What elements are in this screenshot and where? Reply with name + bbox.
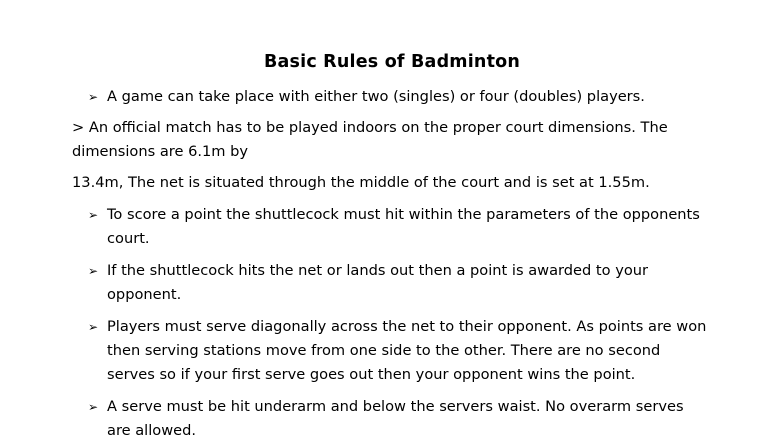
arrow-bullet-icon: ➢	[88, 208, 99, 222]
paragraph-line: dimensions are 6.1m by	[72, 143, 249, 160]
list-item-text: A serve must be hit underarm and below the servers waist. No overarm serves are allowed.	[107, 398, 684, 439]
list-item-text: To score a point the shuttlecock must hit within the parameters of the opponents court.	[107, 206, 700, 247]
list-item-text: If the shuttlecock hits the net or lands out then a point is awarded to your opponent.	[107, 262, 649, 303]
arrow-bullet-icon: ➢	[88, 264, 99, 278]
list-item	[88, 315, 748, 387]
list-item-text: Players must serve diagonally across the net to their opponent. As points are won then serving stations move from one side to the other. There are no second serves so if your first serve goes out then your opponent wins the point.	[107, 318, 707, 383]
arrow-bullet-icon: ➢	[88, 320, 99, 334]
paragraph-line: 13.4m, The net is situated through the middle of the court and is set at 1.55m.	[72, 174, 650, 191]
list-item	[88, 203, 748, 251]
page-title: Basic Rules of Badminton	[263, 52, 521, 72]
arrow-bullet-icon: ➢	[88, 90, 99, 104]
arrow-bullet-icon: ➢	[88, 400, 99, 414]
list-item	[88, 395, 748, 443]
list-item	[88, 85, 748, 109]
list-item	[88, 259, 748, 307]
list-item-text: A game can take place with either two (singles) or four (doubles) players.	[107, 88, 645, 105]
paragraph-line: > An official match has to be played indoors on the proper court dimensions. The	[72, 119, 668, 136]
